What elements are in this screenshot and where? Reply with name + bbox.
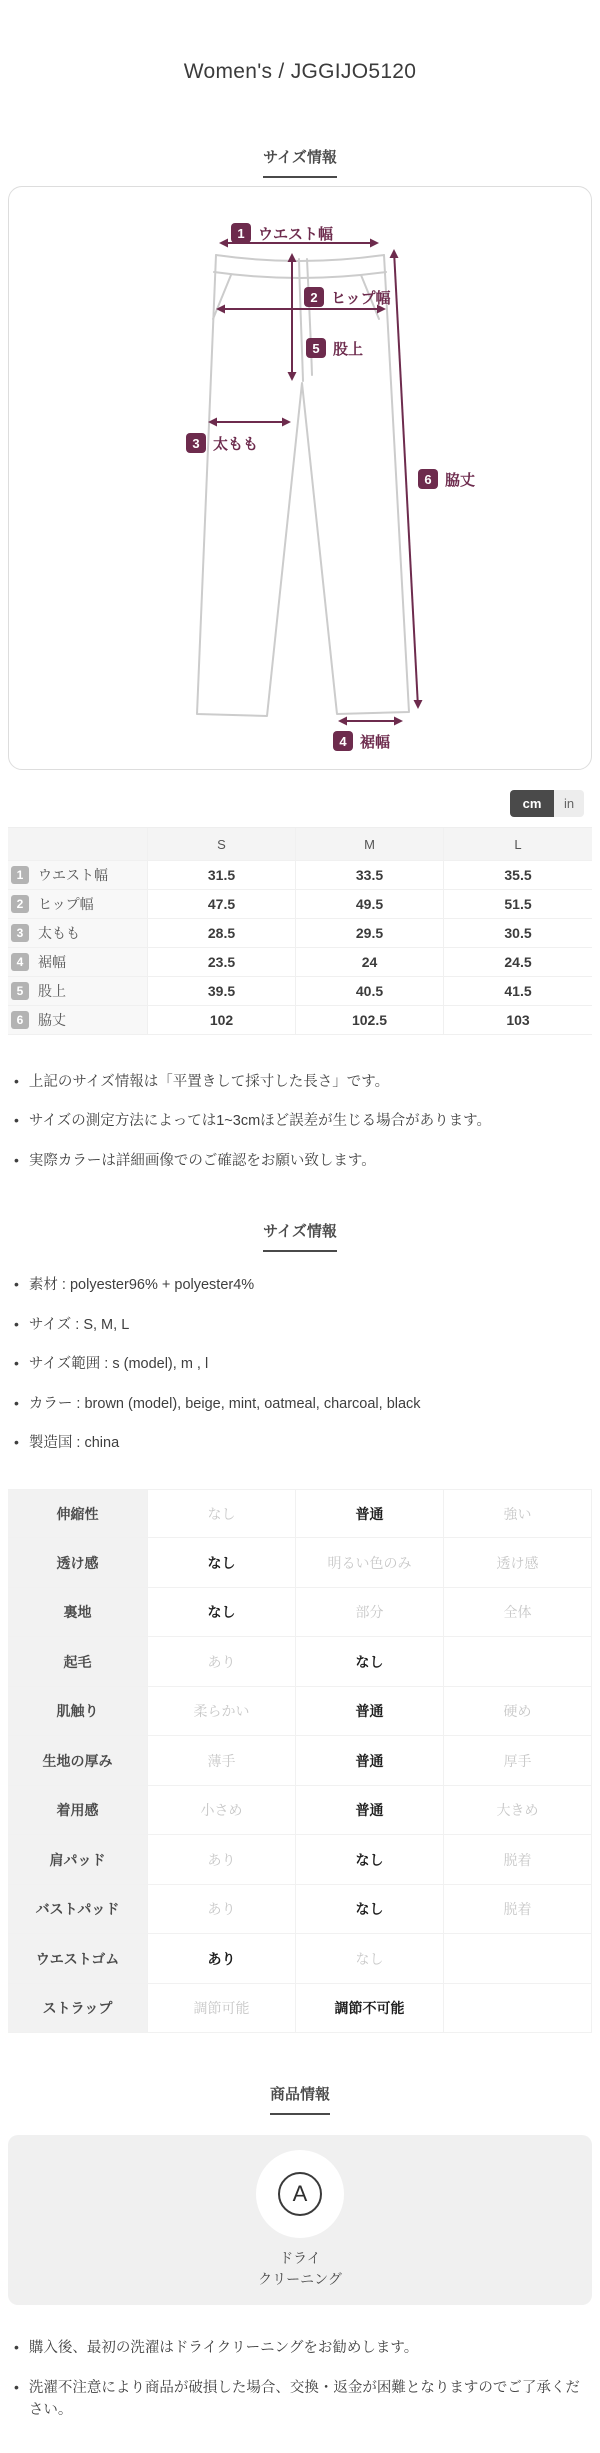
unit-toggle xyxy=(510,790,584,817)
badge-rise-num: 5 xyxy=(312,341,320,356)
feature-row xyxy=(8,1637,592,1687)
size-notes xyxy=(14,1071,586,1172)
feature-label: ストラップ xyxy=(8,1984,148,2034)
size-table-header xyxy=(8,828,592,861)
feature-option: なし xyxy=(296,1835,444,1885)
feature-option: 部分 xyxy=(296,1588,444,1638)
product-section-heading xyxy=(0,2083,600,2115)
feature-row xyxy=(8,1538,592,1588)
bullet-icon: • xyxy=(14,1434,19,1451)
feature-option xyxy=(444,1637,592,1687)
feature-option xyxy=(444,1934,592,1984)
measure-lines xyxy=(208,239,423,726)
row-label-text: ウエスト幅 xyxy=(38,867,108,883)
cell-value: 39.5 xyxy=(148,977,296,1006)
row-label xyxy=(8,1006,148,1035)
feature-row xyxy=(8,1885,592,1935)
feature-option: 調節可能 xyxy=(148,1984,296,2034)
feature-label: 起毛 xyxy=(8,1637,148,1687)
feature-option: 硬め xyxy=(444,1687,592,1737)
feature-option: なし xyxy=(296,1934,444,1984)
detail-text: 素材 : polyester96% + polyester4% xyxy=(28,1277,255,1294)
feature-option: あり xyxy=(148,1637,296,1687)
cell-value: 41.5 xyxy=(444,977,592,1006)
cell-value: 35.5 xyxy=(444,861,592,890)
detail-item xyxy=(14,1274,586,1296)
table-row xyxy=(8,890,592,919)
cell-value: 102.5 xyxy=(296,1006,444,1035)
cell-value: 23.5 xyxy=(148,948,296,977)
feature-row xyxy=(8,1984,592,2034)
row-label-text: 太もも xyxy=(38,925,80,941)
row-num-badge: 3 xyxy=(11,924,29,942)
feature-row xyxy=(8,1786,592,1836)
feature-row xyxy=(8,1835,592,1885)
detail-section-heading-text: サイズ情報 xyxy=(263,1220,337,1252)
bullet-icon: • xyxy=(14,2378,19,2395)
feature-label: 肩パッド xyxy=(8,1835,148,1885)
row-label-text: 股上 xyxy=(38,983,66,999)
feature-option: なし xyxy=(148,1588,296,1638)
label-thigh: 太もも xyxy=(213,436,259,453)
table-row xyxy=(8,948,592,977)
row-num-badge: 4 xyxy=(11,953,29,971)
table-row xyxy=(8,861,592,890)
note-text: 洗濯不注意により商品が破損した場合、交換・返金が困難となりますのでご了承ください。 xyxy=(28,2379,580,2419)
feature-option: 柔らかい xyxy=(148,1687,296,1737)
table-row xyxy=(8,977,592,1006)
cell-value: 24.5 xyxy=(444,948,592,977)
detail-item xyxy=(14,1314,586,1336)
note-text: 上記のサイズ情報は「平置きして採寸した長さ」です。 xyxy=(28,1074,390,1090)
feature-row xyxy=(8,1588,592,1638)
note-item xyxy=(14,1110,586,1132)
cell-value: 29.5 xyxy=(296,919,444,948)
bullet-icon: • xyxy=(14,1112,19,1129)
feature-option: あり xyxy=(148,1885,296,1935)
note-text: 購入後、最初の洗濯はドライクリーニングをお勧めします。 xyxy=(28,2340,419,2357)
detail-item xyxy=(14,1353,586,1375)
dry-cleaning-icon xyxy=(256,2150,344,2238)
size-table-corner xyxy=(8,828,148,861)
feature-label: 生地の厚み xyxy=(8,1736,148,1786)
feature-option: 調節不可能 xyxy=(296,1984,444,2034)
cell-value: 24 xyxy=(296,948,444,977)
note-item xyxy=(14,1150,586,1172)
care-symbol: A xyxy=(278,2172,322,2216)
note-item xyxy=(14,1071,586,1093)
feature-option: 大きめ xyxy=(444,1786,592,1836)
cell-value: 102 xyxy=(148,1006,296,1035)
label-waist: ウエスト幅 xyxy=(258,226,334,243)
unit-cm-button[interactable]: cm xyxy=(510,790,554,817)
feature-label: 着用感 xyxy=(8,1786,148,1836)
feature-option: なし xyxy=(296,1637,444,1687)
label-hip: ヒップ幅 xyxy=(331,290,391,307)
feature-row xyxy=(8,1934,592,1984)
pants-measurement-diagram xyxy=(9,187,591,769)
feature-label: 伸縮性 xyxy=(8,1489,148,1539)
feature-option: 薄手 xyxy=(148,1736,296,1786)
cell-value: 31.5 xyxy=(148,861,296,890)
feature-option: 全体 xyxy=(444,1588,592,1638)
feature-row xyxy=(8,1687,592,1737)
note-text: サイズの測定方法によっては1~3cmほど誤差が生じる場合があります。 xyxy=(28,1113,492,1130)
label-hem: 裾幅 xyxy=(360,734,391,751)
col-header-s: S xyxy=(148,828,296,861)
detail-text: サイズ範囲 : s (model), m , l xyxy=(28,1356,209,1373)
detail-text: 製造国 : china xyxy=(28,1435,120,1452)
size-diagram-box xyxy=(8,186,592,770)
care-instructions-box xyxy=(8,2135,592,2305)
feature-label: バストパッド xyxy=(8,1885,148,1935)
detail-text: カラー : brown (model), beige, mint, oatmeal, charcoal, black xyxy=(28,1395,421,1412)
feature-option: 普通 xyxy=(296,1489,444,1539)
badge-hip-num: 2 xyxy=(310,290,318,305)
feature-option: なし xyxy=(296,1885,444,1935)
col-header-m: M xyxy=(296,828,444,861)
feature-option: 透け感 xyxy=(444,1538,592,1588)
bullet-icon: • xyxy=(14,1394,19,1411)
feature-option: なし xyxy=(148,1538,296,1588)
row-label xyxy=(8,919,148,948)
pants-outline xyxy=(197,255,409,716)
detail-section-heading xyxy=(0,1220,600,1252)
label-side: 脇丈 xyxy=(445,472,476,489)
feature-table xyxy=(8,1489,592,2034)
row-label-text: 裾幅 xyxy=(38,954,66,970)
badge-thigh-num: 3 xyxy=(192,436,200,451)
care-label-line1: ドライ xyxy=(279,2250,321,2267)
unit-in-button[interactable]: in xyxy=(554,790,584,817)
feature-option: 脱着 xyxy=(444,1885,592,1935)
product-notes xyxy=(14,2337,586,2421)
feature-label: 透け感 xyxy=(8,1538,148,1588)
feature-option: あり xyxy=(148,1934,296,1984)
feature-option: 普通 xyxy=(296,1687,444,1737)
care-label-line2: クリーニング xyxy=(258,2271,342,2288)
row-label xyxy=(8,948,148,977)
detail-bullets xyxy=(14,1274,586,1454)
cell-value: 30.5 xyxy=(444,919,592,948)
feature-option xyxy=(444,1984,592,2034)
care-label xyxy=(258,2248,342,2290)
feature-option: 小さめ xyxy=(148,1786,296,1836)
col-header-l: L xyxy=(444,828,592,861)
note-item xyxy=(14,2377,586,2422)
row-num-badge: 1 xyxy=(11,866,29,884)
table-row xyxy=(8,919,592,948)
feature-label: ウエストゴム xyxy=(8,1934,148,1984)
detail-item xyxy=(14,1393,586,1415)
bullet-icon: • xyxy=(14,1151,19,1168)
row-label-text: 脇丈 xyxy=(38,1012,66,1028)
unit-toggle-row xyxy=(0,790,584,817)
feature-row xyxy=(8,1489,592,1539)
detail-text: サイズ : S, M, L xyxy=(28,1316,130,1333)
feature-option: あり xyxy=(148,1835,296,1885)
row-label-text: ヒップ幅 xyxy=(38,896,94,912)
row-num-badge: 5 xyxy=(11,982,29,1000)
row-label xyxy=(8,890,148,919)
feature-label: 肌触り xyxy=(8,1687,148,1737)
bullet-icon: • xyxy=(14,1315,19,1332)
feature-option: 脱着 xyxy=(444,1835,592,1885)
row-label xyxy=(8,861,148,890)
product-section-heading-text: 商品情報 xyxy=(270,2083,330,2115)
size-section-heading xyxy=(0,146,600,178)
detail-item xyxy=(14,1432,586,1454)
badge-side-num: 6 xyxy=(424,472,432,487)
cell-value: 49.5 xyxy=(296,890,444,919)
feature-option: 強い xyxy=(444,1489,592,1539)
page-title: Women's / JGGIJO5120 xyxy=(183,60,417,83)
note-item xyxy=(14,2337,586,2359)
feature-label: 裏地 xyxy=(8,1588,148,1638)
cell-value: 103 xyxy=(444,1006,592,1035)
row-num-badge: 6 xyxy=(11,1011,29,1029)
feature-option: 普通 xyxy=(296,1786,444,1836)
bullet-icon: • xyxy=(14,1276,19,1293)
cell-value: 28.5 xyxy=(148,919,296,948)
size-table xyxy=(8,827,592,1035)
feature-option: 普通 xyxy=(296,1736,444,1786)
row-num-badge: 2 xyxy=(11,895,29,913)
feature-option: 厚手 xyxy=(444,1736,592,1786)
feature-option: なし xyxy=(148,1489,296,1539)
badge-hem-num: 4 xyxy=(339,734,347,749)
bullet-icon: • xyxy=(14,2339,19,2356)
bullet-icon: • xyxy=(14,1355,19,1372)
cell-value: 51.5 xyxy=(444,890,592,919)
bullet-icon: • xyxy=(14,1073,19,1089)
badge-waist-num: 1 xyxy=(237,226,245,241)
cell-value: 33.5 xyxy=(296,861,444,890)
bottom-spacer xyxy=(0,2439,600,2453)
table-row xyxy=(8,1006,592,1035)
cell-value: 47.5 xyxy=(148,890,296,919)
row-label xyxy=(8,977,148,1006)
measure-labels xyxy=(186,223,475,751)
cell-value: 40.5 xyxy=(296,977,444,1006)
label-rise: 股上 xyxy=(333,341,364,358)
size-section-heading-text: サイズ情報 xyxy=(263,146,337,178)
note-text: 実際カラーは詳細画像でのご確認をお願い致します。 xyxy=(28,1152,376,1169)
feature-row xyxy=(8,1736,592,1786)
feature-option: 明るい色のみ xyxy=(296,1538,444,1588)
